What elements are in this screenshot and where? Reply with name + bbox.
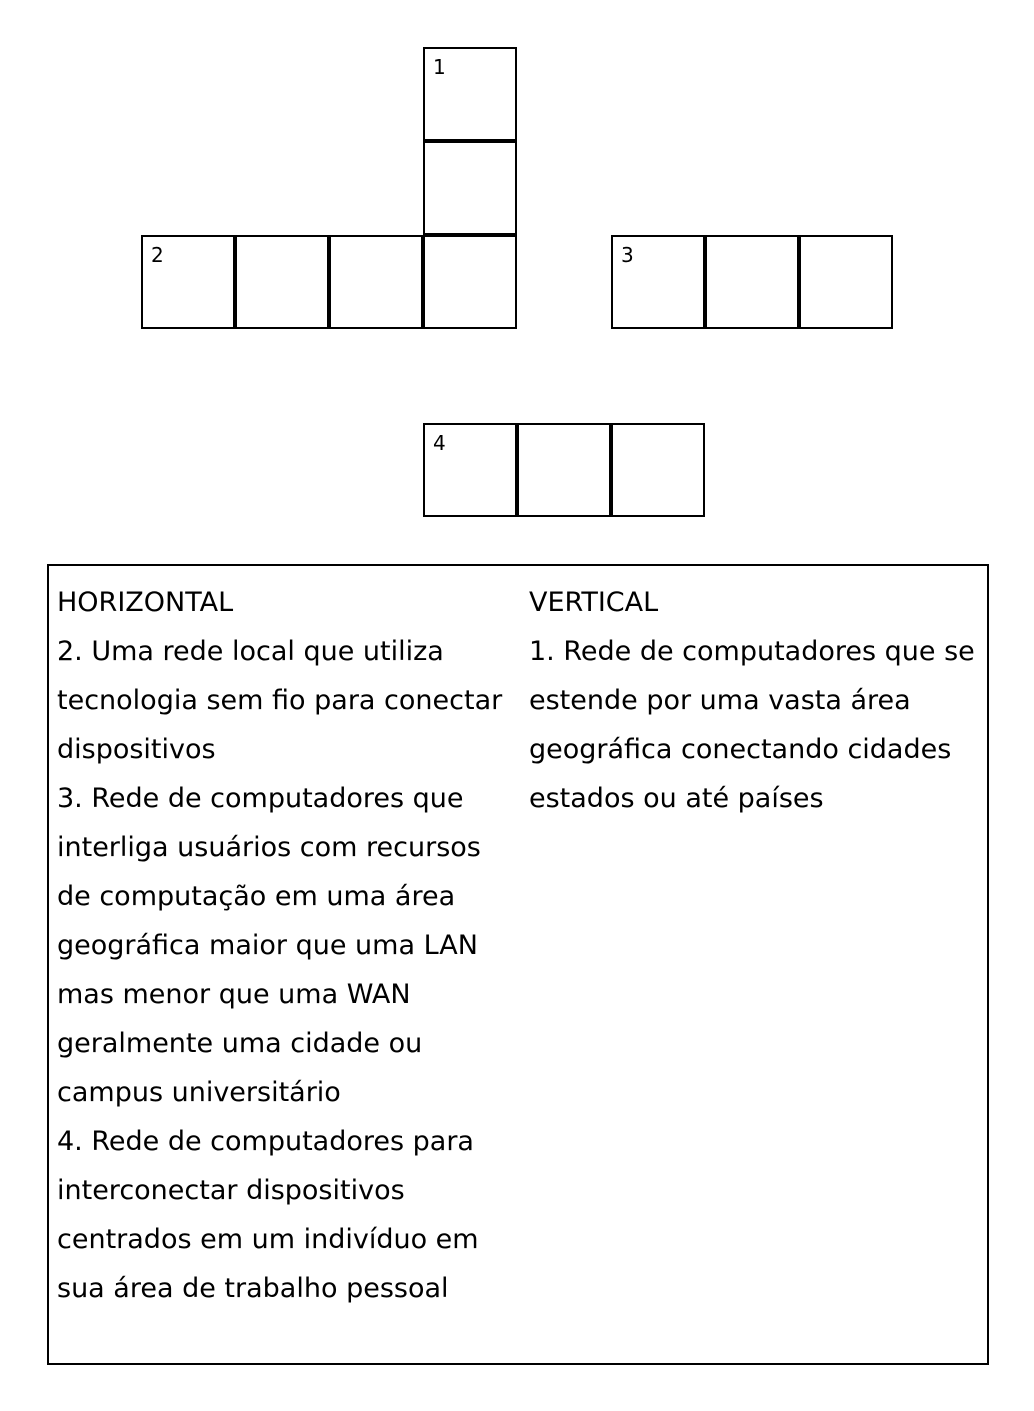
crossword-grid [0,0,1034,540]
crossword-cell[interactable] [799,235,893,329]
clues-box [47,564,989,1365]
vertical-heading: VERTICAL [529,587,659,618]
crossword-cell[interactable] [423,47,517,141]
crossword-cell[interactable] [423,235,517,329]
clue-number: 4 [433,431,446,455]
crossword-cell[interactable] [423,141,517,235]
crossword-cell[interactable] [423,423,517,517]
vertical-clues [529,578,979,823]
clue-item: 3. Rede de computadores que interliga usuários com recursos de computação em uma área geográfica maior que uma LAN mas menor que uma WAN geralmente uma cidade ou campus universitário [57,783,481,1108]
horizontal-heading: HORIZONTAL [57,587,234,618]
crossword-cell[interactable] [705,235,799,329]
clue-number: 1 [433,55,446,79]
crossword-cell[interactable] [611,235,705,329]
crossword-cell[interactable] [611,423,705,517]
clue-item: 4. Rede de computadores para interconectar dispositivos centrados em um indivíduo em sua área de trabalho pessoal [57,1126,479,1304]
clue-item: 1. Rede de computadores que se estende por uma vasta área geográfica conectando cidades estados ou até países [529,636,975,814]
crossword-cell[interactable] [329,235,423,329]
clue-number: 3 [621,243,634,267]
horizontal-clues [57,578,507,1313]
clue-item: 2. Uma rede local que utiliza tecnologia sem fio para conectar dispositivos [57,636,503,765]
crossword-cell[interactable] [235,235,329,329]
clue-number: 2 [151,243,164,267]
crossword-cell[interactable] [517,423,611,517]
crossword-cell[interactable] [141,235,235,329]
